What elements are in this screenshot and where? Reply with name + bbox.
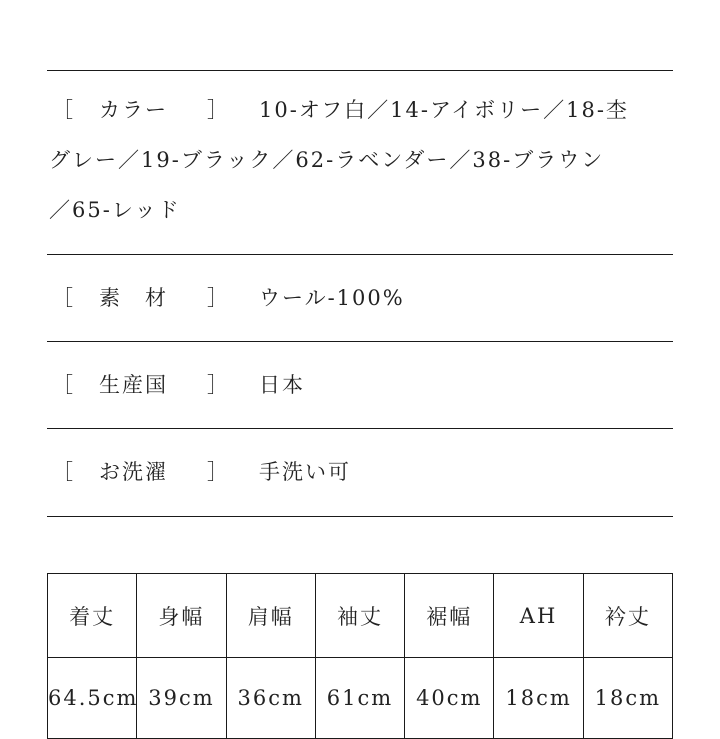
origin-label: 生産国 (99, 373, 168, 397)
header-armhole: AH (494, 574, 583, 658)
bracket-open: ［ (52, 373, 75, 397)
color-value-line-2: グレー／19-ブラック／62-ラベンダー／38-ブラウン (49, 148, 605, 172)
color-value-line-3: ／65-レッド (49, 198, 181, 222)
rule-after-care (47, 516, 673, 517)
header-hem-width: 裾幅 (405, 574, 494, 658)
value-body-width: 39cm (137, 658, 226, 739)
bracket-close: ］ (207, 460, 230, 484)
care-value: 手洗い可 (259, 460, 351, 484)
bracket-open: ［ (52, 98, 75, 122)
value-shoulder-width: 36cm (226, 658, 315, 739)
rule-top (47, 70, 673, 71)
bracket-open: ［ (52, 286, 75, 310)
bracket-close: ］ (207, 373, 230, 397)
header-length: 着丈 (48, 574, 137, 658)
spec-row-care (47, 456, 673, 486)
spec-row-color (47, 94, 673, 244)
header-body-width: 身幅 (137, 574, 226, 658)
material-label: 素 材 (99, 286, 168, 310)
color-label: カラー (99, 98, 168, 122)
value-collar-length: 18cm (583, 658, 672, 739)
size-table-value-row (48, 658, 673, 739)
value-armhole: 18cm (494, 658, 583, 739)
value-hem-width: 40cm (405, 658, 494, 739)
bracket-close: ］ (207, 286, 230, 310)
header-sleeve-length: 袖丈 (315, 574, 404, 658)
material-value: ウール-100% (259, 286, 405, 310)
rule-after-origin (47, 428, 673, 429)
spec-row-material (47, 282, 673, 312)
color-value-line-1: 10-オフ白／14-アイボリー／18-杢 (259, 98, 629, 122)
size-table (47, 573, 673, 739)
bracket-close: ］ (207, 98, 230, 122)
rule-after-material (47, 341, 673, 342)
rule-after-color (47, 254, 673, 255)
size-table-header-row (48, 574, 673, 658)
header-collar-length: 衿丈 (583, 574, 672, 658)
value-sleeve-length: 61cm (315, 658, 404, 739)
bracket-open: ［ (52, 460, 75, 484)
origin-value: 日本 (259, 373, 305, 397)
spec-row-origin (47, 369, 673, 399)
header-shoulder-width: 肩幅 (226, 574, 315, 658)
value-length: 64.5cm (48, 658, 137, 739)
care-label: お洗濯 (99, 460, 168, 484)
